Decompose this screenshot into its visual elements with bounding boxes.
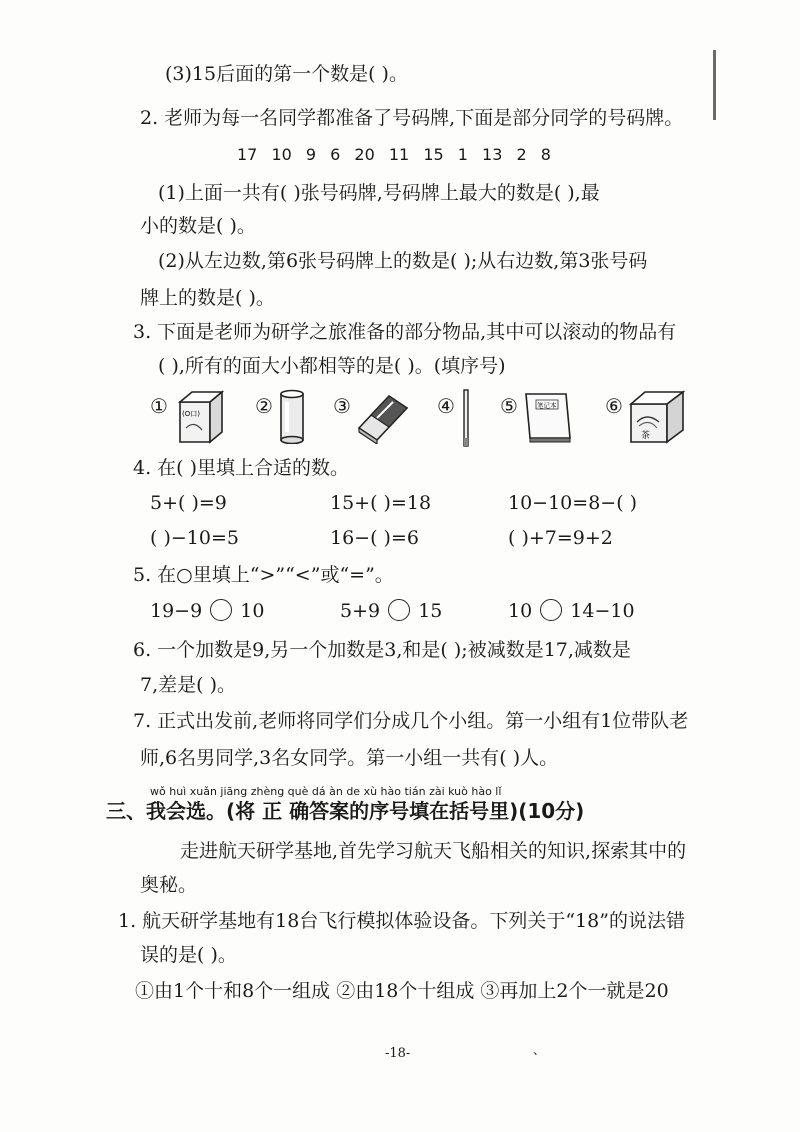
q2-sub2-line1: (2)从左边数,第6张号码牌上的数是( );从右边数,第3张号码 xyxy=(158,250,648,272)
s3-q1-options: ①由1个十和8个一组成 ②由18个十组成 ③再加上2个一就是20 xyxy=(135,980,669,1002)
compare-circle-icon xyxy=(540,599,562,621)
q4-stem: 4. 在( )里填上合适的数。 xyxy=(133,457,350,479)
q5-right: 14−10 xyxy=(570,600,635,622)
q5-stem: 5. 在○里填上“>”“<”或“=”。 xyxy=(133,564,394,586)
q5-item-b xyxy=(340,599,442,623)
item-6 xyxy=(605,388,695,444)
q5-item-c xyxy=(508,599,635,623)
item-text: 茶 xyxy=(641,431,651,441)
item-2 xyxy=(255,388,315,444)
item-text: (O口) xyxy=(182,410,200,418)
compare-circle-icon xyxy=(210,599,232,621)
q4-row2-b: 16−( )=6 xyxy=(330,527,419,549)
q2-sub1-line2: 小的数是( )。 xyxy=(140,215,256,237)
q2-number-cards: 17 10 9 6 20 11 15 1 13 2 8 xyxy=(237,145,551,164)
intro-line1: 走进航天研学基地,首先学习航天飞船相关的知识,探索其中的 xyxy=(180,840,687,862)
page-edge-mark xyxy=(713,50,716,120)
q4-row2-c: ( )+7=9+2 xyxy=(508,527,613,549)
q4-row1-b: 15+( )=18 xyxy=(330,492,432,514)
notebook-icon xyxy=(522,388,576,444)
tea-box-icon xyxy=(627,388,689,444)
q4-row2-a: ( )−10=5 xyxy=(150,527,239,549)
q3-stem-line2: ( ),所有的面大小都相等的是( )。(填序号) xyxy=(158,355,506,377)
intro-line2: 奥秘。 xyxy=(140,874,198,896)
compare-circle-icon xyxy=(388,599,410,621)
q5-left: 10 xyxy=(508,600,533,622)
q5-left: 5+9 xyxy=(340,600,381,622)
cube-box-icon xyxy=(176,388,228,444)
item-number: ⑥ xyxy=(605,394,623,418)
item-number: ③ xyxy=(333,394,351,418)
q2-stem: 2. 老师为每一名同学都准备了号码牌,下面是部分同学的号码牌。 xyxy=(140,107,684,129)
q1-sub3: (3)15后面的第一个数是( )。 xyxy=(165,63,408,85)
item-text: 笔记本 xyxy=(537,401,557,410)
q5-left: 19−9 xyxy=(150,600,203,622)
eraser-icon xyxy=(355,388,411,444)
q6-line1: 6. 一个加数是9,另一个加数是3,和是( );被减数是17,减数是 xyxy=(133,639,631,661)
q2-sub1-line1: (1)上面一共有( )张号码牌,号码牌上最大的数是( ),最 xyxy=(158,182,600,204)
item-number: ② xyxy=(255,394,273,418)
section-heading: 三、我会选。(将 正 确答案的序号填在括号里)(10分) xyxy=(106,799,585,823)
item-number: ④ xyxy=(437,394,455,418)
q5-right: 15 xyxy=(418,600,443,622)
page-number: -18- xyxy=(385,1046,411,1061)
q5-item-a xyxy=(150,599,264,623)
q5-right: 10 xyxy=(240,600,265,622)
item-number: ⑤ xyxy=(500,394,518,418)
s3-q1-line2: 误的是( )。 xyxy=(140,944,237,966)
item-3 xyxy=(333,388,413,444)
item-1 xyxy=(150,388,230,444)
q4-row1-a: 5+( )=9 xyxy=(150,492,227,514)
cylinder-cup-icon xyxy=(277,388,307,444)
q4-row1-c: 10−10=8−( ) xyxy=(508,492,638,514)
section-pinyin: wǒ huì xuǎn jiāng zhèng què dá àn de xù hào tián zài kuò hào lǐ xyxy=(150,785,502,798)
q3-stem-line1: 3. 下面是老师为研学之旅准备的部分物品,其中可以滚动的物品有 xyxy=(133,321,677,343)
q6-line2: 7,差是( )。 xyxy=(140,674,236,696)
q2-sub2-line2: 牌上的数是( )。 xyxy=(140,287,275,309)
stray-mark: 、 xyxy=(533,1043,546,1057)
item-5 xyxy=(500,388,580,444)
stick-icon xyxy=(459,388,473,448)
q7-line1: 7. 正式出发前,老师将同学们分成几个小组。第一小组有1位带队老 xyxy=(133,710,689,732)
s3-q1-line1: 1. 航天研学基地有18台飞行模拟体验设备。下列关于“18”的说法错 xyxy=(118,910,685,932)
item-number: ① xyxy=(150,394,168,418)
q7-line2: 师,6名男同学,3名女同学。第一小组一共有( )人。 xyxy=(140,747,559,769)
item-4 xyxy=(437,388,487,444)
